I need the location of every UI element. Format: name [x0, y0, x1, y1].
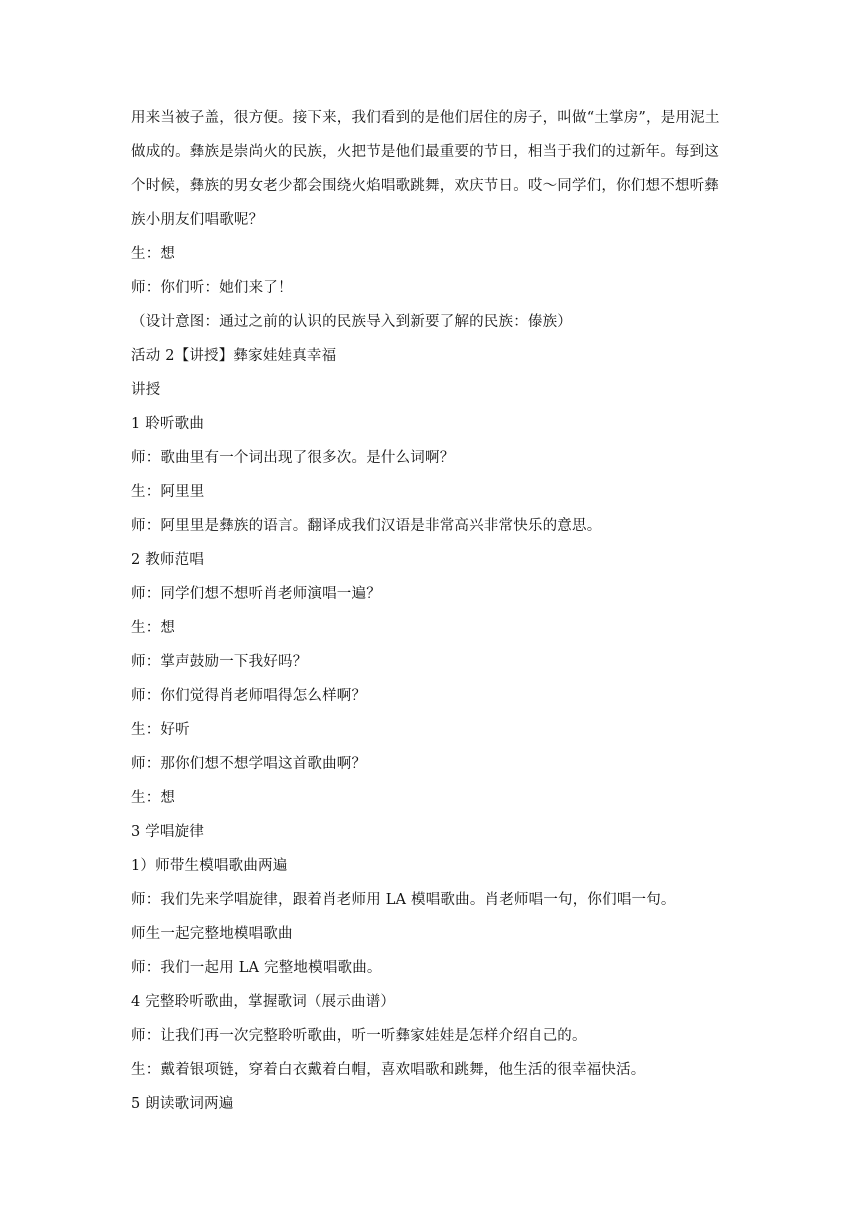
- student-line: 生：想: [131, 790, 176, 806]
- step-heading: 2 教师范唱: [131, 552, 205, 568]
- step-heading: 1 聆听歌曲: [131, 416, 205, 432]
- student-line: 生：想: [131, 246, 176, 262]
- section-label: 讲授: [131, 382, 161, 398]
- student-line: 生：想: [131, 620, 176, 636]
- step-heading: 4 完整聆听歌曲，掌握歌词（展示曲谱）: [131, 994, 396, 1010]
- teacher-line: 师：我们一起用 LA 完整地模唱歌曲。: [131, 960, 382, 976]
- teacher-line: 师：你们觉得肖老师唱得怎么样啊？: [131, 688, 367, 704]
- paragraph-line: 用来当被子盖，很方便。接下来，我们看到的是他们居住的房子，叫做“土掌房”，是用泥土: [131, 110, 720, 126]
- teacher-line: 师：你们听：她们来了！: [131, 280, 293, 296]
- paragraph-line: 做成的。彝族是崇尚火的民族，火把节是他们最重要的节日，相当于我们的过新年。每到这: [131, 144, 719, 160]
- teacher-line: 师：我们先来学唱旋律，跟着肖老师用 LA 模唱歌曲。肖老师唱一句，你们唱一句。: [131, 892, 676, 908]
- teacher-line: 师：歌曲里有一个词出现了很多次。是什么词啊？: [131, 450, 455, 466]
- design-intent-note: （设计意图：通过之前的认识的民族导入到新要了解的民族：傣族）: [131, 314, 572, 330]
- paragraph-line: 族小朋友们唱歌呢？: [131, 212, 264, 228]
- substep-heading: 师生一起完整地模唱歌曲: [131, 926, 293, 942]
- teacher-line: 师：同学们想不想听肖老师演唱一遍？: [131, 586, 381, 602]
- teacher-line: 师：掌声鼓励一下我好吗？: [131, 654, 308, 670]
- paragraph-line: 个时候，彝族的男女老少都会围绕火焰唱歌跳舞，欢庆节日。哎～同学们，你们想不想听彝: [131, 178, 719, 194]
- document-body: [131, 101, 731, 1121]
- teacher-line: 师：那你们想不想学唱这首歌曲啊？: [131, 756, 367, 772]
- teacher-line: 师：让我们再一次完整聆听歌曲，听一听彝家娃娃是怎样介绍自己的。: [131, 1028, 587, 1044]
- substep-heading: 1）师带生模唱歌曲两遍: [131, 858, 288, 874]
- student-line: 生：戴着银项链，穿着白衣戴着白帽，喜欢唱歌和跳舞，他生活的很幸福快活。: [131, 1062, 646, 1078]
- student-line: 生：好听: [131, 722, 190, 738]
- step-heading: 5 朗读歌词两遍: [131, 1096, 234, 1112]
- activity-heading: 活动 2【讲授】彝家娃娃真幸福: [131, 348, 337, 364]
- teacher-line: 师：阿里里是彝族的语言。翻译成我们汉语是非常高兴非常快乐的意思。: [131, 518, 602, 534]
- step-heading: 3 学唱旋律: [131, 824, 205, 840]
- student-line: 生：阿里里: [131, 484, 205, 500]
